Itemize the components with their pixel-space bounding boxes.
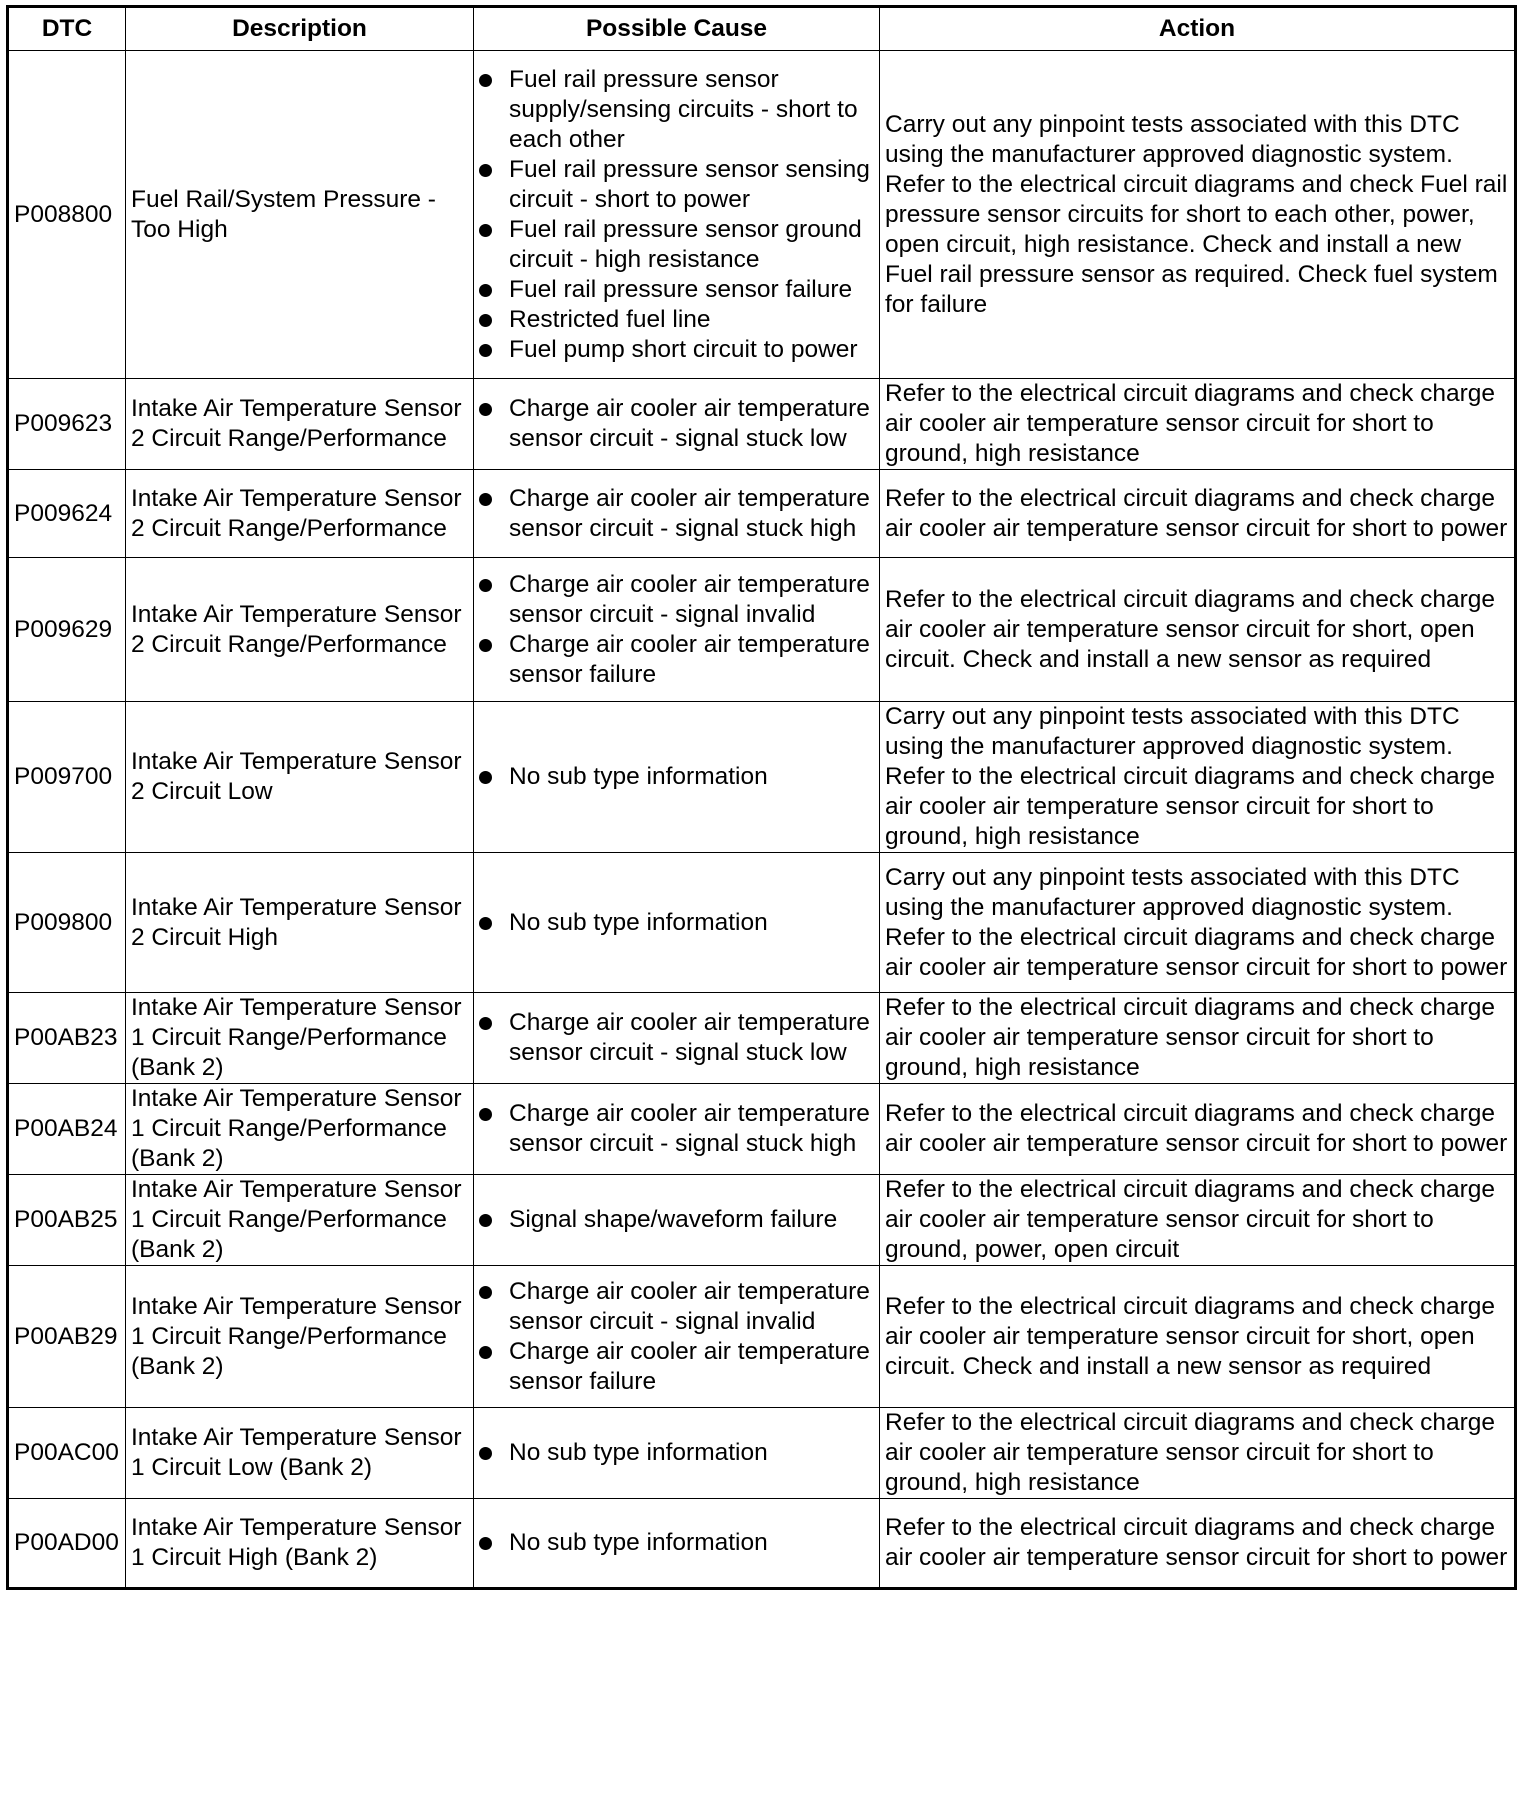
description-cell: Intake Air Temperature Sensor 1 Circuit Range/Performance (Bank 2): [126, 993, 474, 1084]
description-cell: Intake Air Temperature Sensor 2 Circuit High: [126, 853, 474, 993]
action-cell: Refer to the electrical circuit diagrams and check charge air cooler air temperature sensor circuit for short, open circuit. Check and install a new sensor as required: [880, 558, 1516, 702]
cause-item: Charge air cooler air temperature sensor circuit - signal stuck high: [479, 1099, 874, 1159]
dtc-table: [6, 5, 1517, 1590]
cause-list: [479, 484, 874, 544]
possible-cause-cell: [474, 993, 880, 1084]
table-row: [8, 1084, 1516, 1175]
possible-cause-cell: [474, 1084, 880, 1175]
description-cell: Intake Air Temperature Sensor 1 Circuit Range/Performance (Bank 2): [126, 1084, 474, 1175]
cause-list: [479, 394, 874, 454]
dtc-code-cell: P00AD00: [8, 1499, 126, 1589]
action-cell: Carry out any pinpoint tests associated with this DTC using the manufacturer approved diagnostic system. Refer to the electrical circuit diagrams and check charge air cooler air temperature sensor circuit for short to power: [880, 853, 1516, 993]
table-row: [8, 379, 1516, 470]
cause-item: Charge air cooler air temperature sensor circuit - signal stuck high: [479, 484, 874, 544]
dtc-code-cell: P009700: [8, 702, 126, 853]
table-row: [8, 558, 1516, 702]
header-possible-cause: Possible Cause: [474, 7, 880, 51]
cause-item: Charge air cooler air temperature sensor failure: [479, 630, 874, 690]
description-cell: Intake Air Temperature Sensor 2 Circuit Low: [126, 702, 474, 853]
table-row: [8, 470, 1516, 558]
description-cell: Intake Air Temperature Sensor 2 Circuit Range/Performance: [126, 470, 474, 558]
table-row: [8, 853, 1516, 993]
cause-list: [479, 1205, 874, 1235]
description-cell: Fuel Rail/System Pressure - Too High: [126, 51, 474, 379]
possible-cause-cell: [474, 1175, 880, 1266]
action-cell: Refer to the electrical circuit diagrams and check charge air cooler air temperature sensor circuit for short to power: [880, 1499, 1516, 1589]
action-cell: Refer to the electrical circuit diagrams and check charge air cooler air temperature sensor circuit for short to power: [880, 1084, 1516, 1175]
cause-list: [479, 1099, 874, 1159]
cause-item: Fuel rail pressure sensor ground circuit - high resistance: [479, 215, 874, 275]
cause-item: No sub type information: [479, 908, 874, 938]
cause-item: Charge air cooler air temperature sensor circuit - signal invalid: [479, 570, 874, 630]
cause-item: Charge air cooler air temperature sensor circuit - signal invalid: [479, 1277, 874, 1337]
dtc-code-cell: P009629: [8, 558, 126, 702]
cause-item: Fuel rail pressure sensor sensing circuit - short to power: [479, 155, 874, 215]
possible-cause-cell: [474, 1408, 880, 1499]
action-cell: Refer to the electrical circuit diagrams and check charge air cooler air temperature sensor circuit for short to ground, power, open circuit: [880, 1175, 1516, 1266]
table-row: [8, 1175, 1516, 1266]
action-cell: Refer to the electrical circuit diagrams and check charge air cooler air temperature sensor circuit for short, open circuit. Check and install a new sensor as required: [880, 1266, 1516, 1408]
action-cell: Refer to the electrical circuit diagrams and check charge air cooler air temperature sensor circuit for short to ground, high resistance: [880, 379, 1516, 470]
dtc-code-cell: P00AC00: [8, 1408, 126, 1499]
possible-cause-cell: [474, 702, 880, 853]
dtc-code-cell: P009800: [8, 853, 126, 993]
action-cell: Carry out any pinpoint tests associated with this DTC using the manufacturer approved diagnostic system. Refer to the electrical circuit diagrams and check Fuel rail pressure sensor circuits for short to each other, power, open circuit, high resistance. Check and install a new Fuel rail pressure sensor as required. Check fuel system for failure: [880, 51, 1516, 379]
cause-list: [479, 1277, 874, 1397]
possible-cause-cell: [474, 853, 880, 993]
cause-item: No sub type information: [479, 762, 874, 792]
cause-item: Fuel pump short circuit to power: [479, 335, 874, 365]
description-cell: Intake Air Temperature Sensor 1 Circuit Range/Performance (Bank 2): [126, 1175, 474, 1266]
dtc-code-cell: P009624: [8, 470, 126, 558]
cause-list: [479, 65, 874, 365]
dtc-code-cell: P00AB25: [8, 1175, 126, 1266]
description-cell: Intake Air Temperature Sensor 1 Circuit Low (Bank 2): [126, 1408, 474, 1499]
possible-cause-cell: [474, 1499, 880, 1589]
cause-list: [479, 762, 874, 792]
cause-item: Charge air cooler air temperature sensor failure: [479, 1337, 874, 1397]
action-cell: Refer to the electrical circuit diagrams and check charge air cooler air temperature sensor circuit for short to ground, high resistance: [880, 993, 1516, 1084]
dtc-code-cell: P00AB29: [8, 1266, 126, 1408]
table-row: [8, 1499, 1516, 1589]
possible-cause-cell: [474, 558, 880, 702]
action-cell: Refer to the electrical circuit diagrams and check charge air cooler air temperature sensor circuit for short to power: [880, 470, 1516, 558]
description-cell: Intake Air Temperature Sensor 2 Circuit Range/Performance: [126, 379, 474, 470]
cause-item: Charge air cooler air temperature sensor circuit - signal stuck low: [479, 394, 874, 454]
table-body: [8, 51, 1516, 1589]
header-row: [8, 7, 1516, 51]
table-row: [8, 1266, 1516, 1408]
header-action: Action: [880, 7, 1516, 51]
table-row: [8, 1408, 1516, 1499]
cause-item: Fuel rail pressure sensor failure: [479, 275, 874, 305]
cause-list: [479, 1528, 874, 1558]
possible-cause-cell: [474, 379, 880, 470]
description-cell: Intake Air Temperature Sensor 2 Circuit Range/Performance: [126, 558, 474, 702]
table-row: [8, 51, 1516, 379]
cause-item: Charge air cooler air temperature sensor circuit - signal stuck low: [479, 1008, 874, 1068]
cause-item: No sub type information: [479, 1438, 874, 1468]
dtc-code-cell: P00AB23: [8, 993, 126, 1084]
cause-list: [479, 570, 874, 690]
table-row: [8, 993, 1516, 1084]
header-dtc: DTC: [8, 7, 126, 51]
dtc-code-cell: P009623: [8, 379, 126, 470]
cause-list: [479, 908, 874, 938]
possible-cause-cell: [474, 470, 880, 558]
cause-item: No sub type information: [479, 1528, 874, 1558]
cause-item: Fuel rail pressure sensor supply/sensing circuits - short to each other: [479, 65, 874, 155]
description-cell: Intake Air Temperature Sensor 1 Circuit High (Bank 2): [126, 1499, 474, 1589]
description-cell: Intake Air Temperature Sensor 1 Circuit Range/Performance (Bank 2): [126, 1266, 474, 1408]
header-description: Description: [126, 7, 474, 51]
cause-item: Restricted fuel line: [479, 305, 874, 335]
action-cell: Carry out any pinpoint tests associated with this DTC using the manufacturer approved diagnostic system. Refer to the electrical circuit diagrams and check charge air cooler air temperature sensor circuit for short to ground, high resistance: [880, 702, 1516, 853]
possible-cause-cell: [474, 51, 880, 379]
possible-cause-cell: [474, 1266, 880, 1408]
dtc-code-cell: P00AB24: [8, 1084, 126, 1175]
action-cell: Refer to the electrical circuit diagrams and check charge air cooler air temperature sensor circuit for short to ground, high resistance: [880, 1408, 1516, 1499]
cause-list: [479, 1438, 874, 1468]
dtc-code-cell: P008800: [8, 51, 126, 379]
cause-list: [479, 1008, 874, 1068]
cause-item: Signal shape/waveform failure: [479, 1205, 874, 1235]
table-row: [8, 702, 1516, 853]
